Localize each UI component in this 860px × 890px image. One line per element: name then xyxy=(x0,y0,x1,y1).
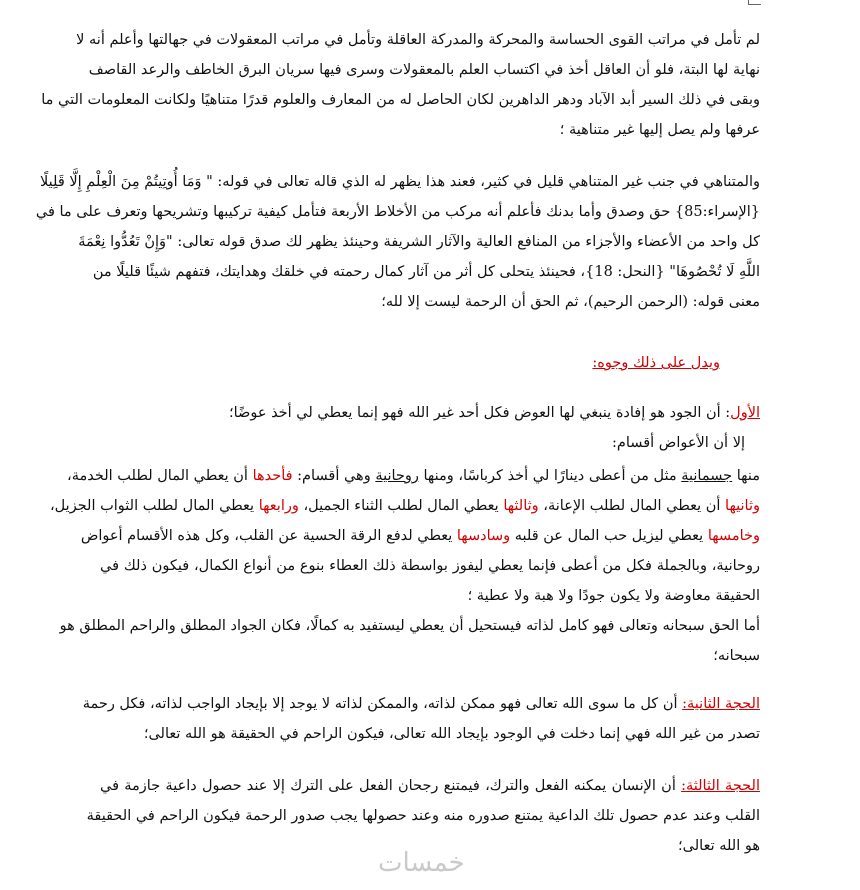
p1-line-2: نهاية لها البتة، فلو أن العاقل أخذ في اكتساب العلم بالمعقولات وسرى فيها سريان البرق الخاطف والرعد القاصف xyxy=(88,62,760,78)
p2-line-1: والمتناهي في جنب غير المتناهي قليل في كثير، فعند هذا يظهر له الذي قاله تعالى في قوله: " وَمَا أُوتِيتُمْ مِنَ الْعِلْمِ إِلَّا قَلِيلًا xyxy=(40,174,760,190)
first-label: الأول xyxy=(730,405,760,421)
p1-line-3: وبقى في ذلك السير أبد الآباد ودهر الداهرين لكان الحاصل له من المعارف والعلوم قدرًا متناهيًا ولكانت المعلومات التي ما xyxy=(41,92,760,108)
p1-line-4: عرفها ولم يصل إليها غير متناهية ؛ xyxy=(559,122,760,138)
p3-line-2 xyxy=(50,496,760,516)
p3-l2-f: يعطي المال لطلب الثواب الجزيل، xyxy=(50,498,259,514)
p3-l1-d: روحانية xyxy=(375,468,419,484)
p3-l1-c: مثل من أعطى دينارًا لي أخذ كرباسًا، ومنها xyxy=(418,468,682,484)
p3-l1-f: فأحدها xyxy=(252,468,293,484)
first-text-1: : أن الجود هو إفادة ينبغي لها العوض فكل أحد غير الله فهو إنما يعطي لي أخذ عوضًا؛ xyxy=(228,405,731,421)
third-line-2: القلب وعند عدم حصول تلك الداعية يمتنع صدوره منه وعند حصولها يجب صدور الرحمة فيكون الراحم في الحقيقة xyxy=(86,808,760,824)
p4-line-2: سبحانه؛ xyxy=(713,648,760,664)
p2-line-2: {الإسراء:85} حق وصدق وأما بدنك فأعلم أنه مركب من الأخلاط الأربعة فتأمل كيفية تركيبها وتشريحها وتعرف على ما في xyxy=(35,204,760,220)
p3-l3-c: وسادسها xyxy=(456,528,511,544)
third-label: الحجة الثالثة: xyxy=(681,778,760,794)
p3-line-3 xyxy=(80,526,760,546)
second-line-2: تصدر من غير الله فهي إنما دخلت في الوجود بإيجاد الله تعالى، فيكون الراحم في الحقيقة هو الله تعالى؛ xyxy=(143,726,760,742)
p4-line-1: أما الحق سبحانه وتعالى فهو كامل لذاته فيستحيل أن يعطي ليستفيد به كمالًا، فكان الجواد المطلق والراحم المطلق هو xyxy=(59,618,760,634)
second-line-1 xyxy=(82,694,760,714)
p2-line-5: معنى قوله: (الرحمن الرحيم)، ثم الحق أن الرحمة ليست إلا لله؛ xyxy=(381,294,760,310)
p3-l1-a: منها xyxy=(732,468,760,484)
second-text-1: أن كل ما سوى الله تعالى فهو ممكن لذاته، والممكن لذاته لا يوجد إلا بإيجاد الواجب لذاته، فكل رحمة xyxy=(82,696,683,712)
p3-line-5: الحقيقة معاوضة ولا يكون جودًا ولا هبة ولا عطية ؛ xyxy=(467,588,760,604)
p3-l1-b: جسمانية xyxy=(681,468,733,484)
p3-l3-a: وخامسها xyxy=(707,528,760,544)
watermark-logo: خمسات xyxy=(378,848,465,878)
third-text-1: أن الإنسان يمكنه الفعل والترك، فيمتنع رجحان الفعل على الترك إلا عند حصول داعية جازمة في xyxy=(100,778,682,794)
third-line-3: هو الله تعالى؛ xyxy=(678,838,760,854)
first-line-2: إلا أن الأعواض أقسام: xyxy=(612,435,745,451)
p3-l3-d: يعطي لدفع الرقة الحسية عن القلب، وكل هذه الأقسام أعواض xyxy=(80,528,457,544)
p3-l1-g: أن يعطي المال لطلب الخدمة، xyxy=(67,468,253,484)
first-line-1 xyxy=(100,403,760,423)
section-heading xyxy=(592,353,720,373)
second-label: الحجة الثانية: xyxy=(682,696,760,712)
page-corner-mark xyxy=(748,0,761,5)
p3-l2-c: وثالثها xyxy=(503,498,539,514)
third-line-1 xyxy=(100,776,760,796)
p3-l1-e: وهي أقسام: xyxy=(292,468,376,484)
p3-l2-b: أن يعطي المال لطلب الإعانة، xyxy=(538,498,726,514)
p1-line-1: لم تأمل في مراتب القوى الحساسة والمحركة والمدركة العاقلة وتأمل في مراتب المعقولات في جهالتها وأعلم أنه لا xyxy=(76,32,760,48)
p3-l2-e: ورابعها xyxy=(258,498,299,514)
p3-l3-b: يعطي ليزيل حب المال عن قلبه xyxy=(510,528,708,544)
p2-line-4: اللَّهِ لَا تُحْصُوهَا" {النحل: 18}، فحينئذ يتحلى كل أثر من آثار كمال رحمته في خلقك وهدايتك، فتفهم شيئًا قليلًا من xyxy=(92,264,760,280)
p3-l2-d: يعطي المال لطلب الثناء الجميل، xyxy=(298,498,504,514)
p3-l2-a: وثانيها xyxy=(725,498,760,514)
p3-line-1 xyxy=(67,466,760,486)
p3-line-4: روحانية، وبالجملة فكل من أعطى فإنما يعطي ليفوز بواسطة ذلك العطاء بنوع من أنواع الكمال، فيكون ذلك في xyxy=(100,558,760,574)
heading-text: ويدل على ذلك وجوه: xyxy=(592,355,720,371)
p2-line-3: كل واحد من الأعضاء والأجزاء من المنافع العالية والآثار الشريفة وحينئذ يظهر لك صدق قوله تعالى: "وَإِنْ تَعُدُّوا نِعْمَةَ xyxy=(78,234,760,250)
